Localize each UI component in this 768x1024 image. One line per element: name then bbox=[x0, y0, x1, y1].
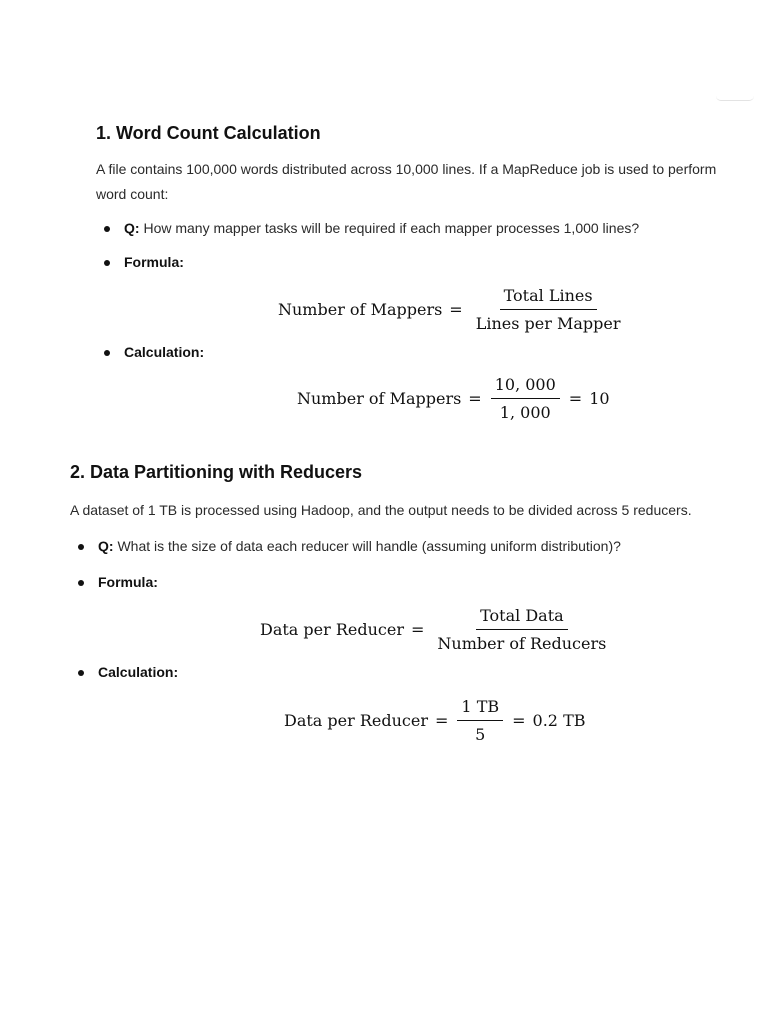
equation-result: 10 bbox=[589, 389, 610, 408]
calculation-label: Calculation: bbox=[124, 344, 205, 360]
equals-sign: = bbox=[468, 389, 482, 408]
section1-heading: 1. Word Count Calculation bbox=[96, 123, 321, 143]
fraction-denominator: 1, 000 bbox=[499, 403, 551, 422]
calculation-label: Calculation: bbox=[98, 664, 179, 680]
fraction bbox=[489, 375, 562, 422]
bullet-dot bbox=[78, 544, 84, 550]
fraction-numerator: Total Lines bbox=[500, 286, 597, 310]
section2-calculation-equation bbox=[284, 697, 586, 744]
fraction-denominator: Number of Reducers bbox=[437, 634, 607, 653]
fraction-denominator: 5 bbox=[475, 725, 486, 744]
bullet-dot bbox=[104, 350, 110, 356]
equals-sign: = bbox=[435, 711, 449, 730]
section1-intro-line1: A file contains 100,000 words distributed across 10,000 lines. If a MapReduce job is used to perform bbox=[96, 161, 717, 177]
section2-heading: 2. Data Partitioning with Reducers bbox=[70, 462, 363, 482]
question-text: How many mapper tasks will be required if each mapper processes 1,000 lines? bbox=[143, 220, 640, 236]
bullet-dot bbox=[78, 580, 84, 586]
section2-intro: A dataset of 1 TB is processed using Hadoop, and the output needs to be divided across 5 reducers. bbox=[70, 502, 692, 518]
section2-formula-equation bbox=[260, 606, 612, 653]
equation-lhs: Number of Mappers bbox=[297, 389, 462, 408]
equals-sign: = bbox=[411, 620, 425, 639]
fraction-numerator: Total Data bbox=[476, 606, 568, 630]
equation-lhs: Number of Mappers bbox=[278, 300, 443, 319]
fraction-numerator: 10, 000 bbox=[491, 375, 560, 399]
question-label: Q: bbox=[98, 538, 114, 554]
fraction bbox=[431, 606, 612, 653]
section1-formula-equation bbox=[278, 286, 626, 333]
formula-label: Formula: bbox=[98, 574, 158, 590]
equation-lhs: Data per Reducer bbox=[284, 711, 429, 730]
fraction-numerator: 1 TB bbox=[457, 697, 503, 721]
question-text: What is the size of data each reducer will handle (assuming uniform distribution)? bbox=[117, 538, 621, 554]
equals-sign: = bbox=[449, 300, 463, 319]
fraction bbox=[455, 697, 505, 744]
fraction-denominator: Lines per Mapper bbox=[475, 314, 621, 333]
bullet-dot bbox=[104, 260, 110, 266]
section1-calculation-equation bbox=[297, 375, 610, 422]
equals-sign: = bbox=[568, 389, 583, 408]
section1-intro-line2: word count: bbox=[96, 186, 169, 202]
equals-sign: = bbox=[512, 711, 526, 730]
equation-result: 0.2 TB bbox=[532, 711, 586, 730]
corner-tab-decoration bbox=[716, 96, 754, 101]
equation-lhs: Data per Reducer bbox=[260, 620, 405, 639]
bullet-dot bbox=[78, 670, 84, 676]
bullet-dot bbox=[104, 226, 110, 232]
fraction bbox=[470, 286, 627, 333]
formula-label: Formula: bbox=[124, 254, 184, 270]
question-label: Q: bbox=[124, 220, 140, 236]
